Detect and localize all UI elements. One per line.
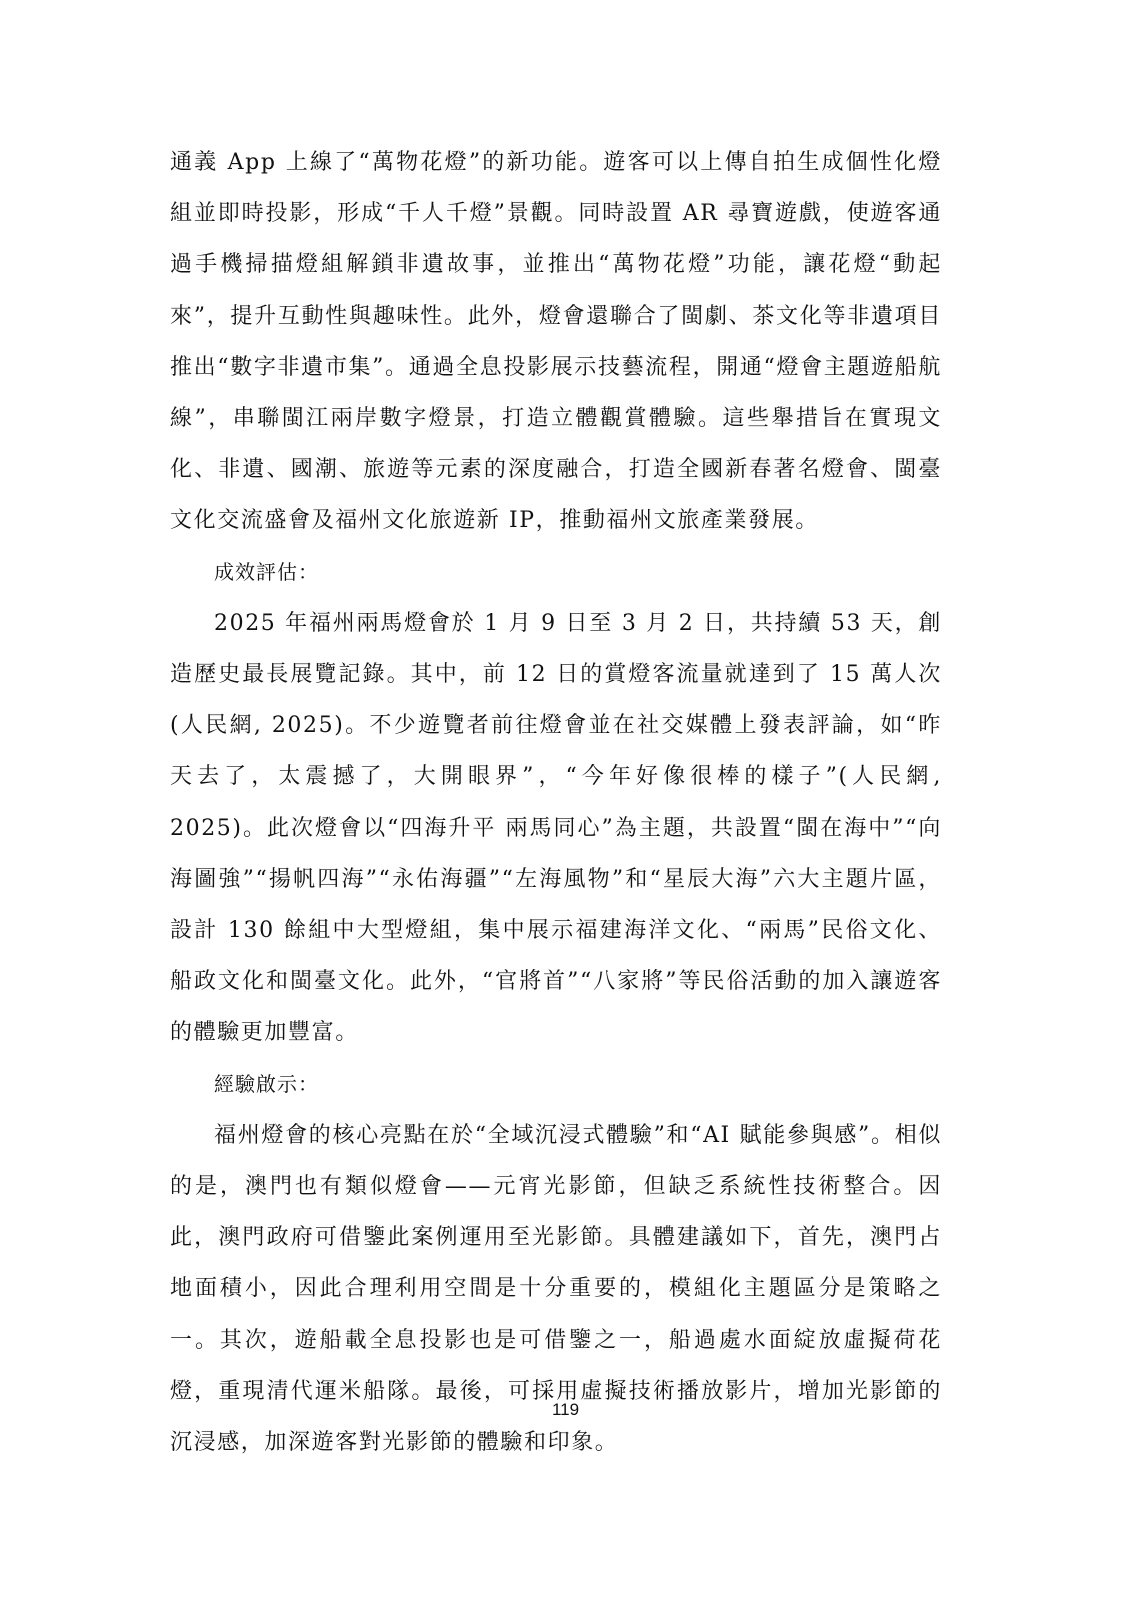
page-number: 119 <box>551 1400 580 1419</box>
paragraph-lessons: 福州燈會的核心亮點在於“全域沉浸式體驗”和“AI 賦能參與感”。相似的是，澳門也有類似燈會——元宵光影節，但缺乏系統性技術整合。因此，澳門政府可借鑒此案例運用至光影節。具體建議如下，首先，澳門占地面積小，因此合理利用空間是十分重要的，模組化主題區分是策略之一。其次，遊船載全息投影也是可借鑒之一，船過處水面綻放虛擬荷花燈，重現清代運米船隊。最後，可採用虛擬技術播放影片，增加光影節的沉浸感，加深遊客對光影節的體驗和印象。 <box>170 1122 942 1456</box>
section-heading-results: 成效評估： <box>214 559 319 584</box>
body-text <box>170 137 942 1468</box>
paragraph-intro-continued: 通義 App 上線了“萬物花燈”的新功能。遊客可以上傳自拍生成個性化燈組並即時投影，形成“千人千燈”景觀。同時設置 AR 尋寶遊戲，使遊客通過手機掃描燈組解鎖非遺故事，並推出“萬物花燈”功能，讓花燈“動起來”，提升互動性與趣味性。此外，燈會還聯合了閩劇、茶文化等非遺項目推出“數字非遺市集”。通過全息投影展示技藝流程，開通“燈會主題遊船航線”，串聯閩江兩岸數字燈景，打造立體觀賞體驗。這些舉措旨在實現文化、非遺、國潮、旅遊等元素的深度融合，打造全國新春著名燈會、閩臺文化交流盛會及福州文化旅遊新 IP，推動福州文旅產業發展。 <box>170 150 942 534</box>
section-heading-lessons: 經驗啟示： <box>214 1071 319 1096</box>
paragraph-results: 2025 年福州兩馬燈會於 1 月 9 日至 3 月 2 日，共持續 53 天，創造歷史最長展覽記錄。其中，前 12 日的賞燈客流量就達到了 15 萬人次(人民網, 2025)。不少遊覽者前往燈會並在社交媒體上發表評論，如“昨天去了，太震撼了，大開眼界”，“今年好像很棒的樣子”(人民網, 2025)。此次燈會以“四海升平 兩馬同心”為主題，共設置“閩在海中”“向海圖強”“揚帆四海”“永佑海疆”“左海風物”和“星辰大海”六大主題片區，設計 130 餘組中大型燈組，集中展示福建海洋文化、“兩馬”民俗文化、船政文化和閩臺文化。此外，“官將首”“八家將”等民俗活動的加入讓遊客的體驗更加豐富。 <box>170 610 942 1046</box>
